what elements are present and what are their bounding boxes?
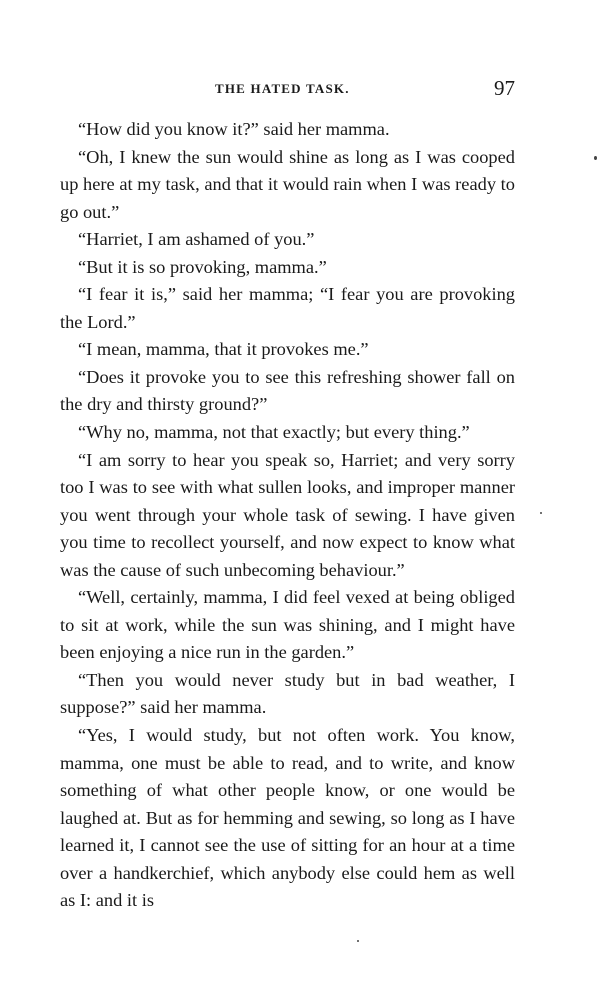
running-title: THE HATED TASK.: [215, 81, 350, 96]
paragraph: “I fear it is,” said her mamma; “I fear you are provoking the Lord.”: [60, 284, 515, 332]
paper-speck: [357, 940, 359, 942]
paragraph: “Why no, mamma, not that exactly; but every thing.”: [78, 422, 470, 443]
paper-speck: [540, 512, 542, 514]
paper-speck: [594, 156, 597, 160]
paragraph: “I am sorry to hear you speak so, Harriet; and very sorry too I was to see with what sullen looks, and improper manner you went through your whole task of sewing. I have given you time to recollect yourself, and now expect to know what was the cause of such unbecoming behaviour.”: [60, 449, 515, 580]
paragraph: “Then you would never study but in bad weather, I suppose?” said her mamma.: [60, 669, 515, 718]
paragraph: “But it is so provoking, mamma.”: [78, 256, 327, 277]
body-text: [60, 116, 515, 915]
paragraph: “Harriet, I am ashamed of you.”: [78, 229, 315, 250]
paragraph: “Yes, I would study, but not often work. You know, mamma, one must be able to read, and to write, and know something of what other people know, or one would be laughed at. But as for hemming and sewing, so long as I have learned it, I cannot see the use of sitting for an hour at a time over a handkerchief, which anybody else could hem as well as I: and it is: [60, 725, 515, 911]
page-number: 97: [494, 76, 515, 100]
running-head: [60, 78, 515, 102]
paragraph: “Does it provoke you to see this refreshing shower fall on the dry and thirsty ground?”: [60, 366, 515, 415]
paragraph: “Oh, I knew the sun would shine as long as I was cooped up here at my task, and that it would rain when I was ready to go out.”: [60, 146, 515, 222]
paragraph: “I mean, mamma, that it provokes me.”: [78, 339, 369, 360]
paragraph: “Well, certainly, mamma, I did feel vexed at being obliged to sit at work, while the sun was shining, and I might have been enjoying a nice run in the garden.”: [60, 587, 515, 663]
paragraph: “How did you know it?” said her mamma.: [78, 119, 390, 139]
